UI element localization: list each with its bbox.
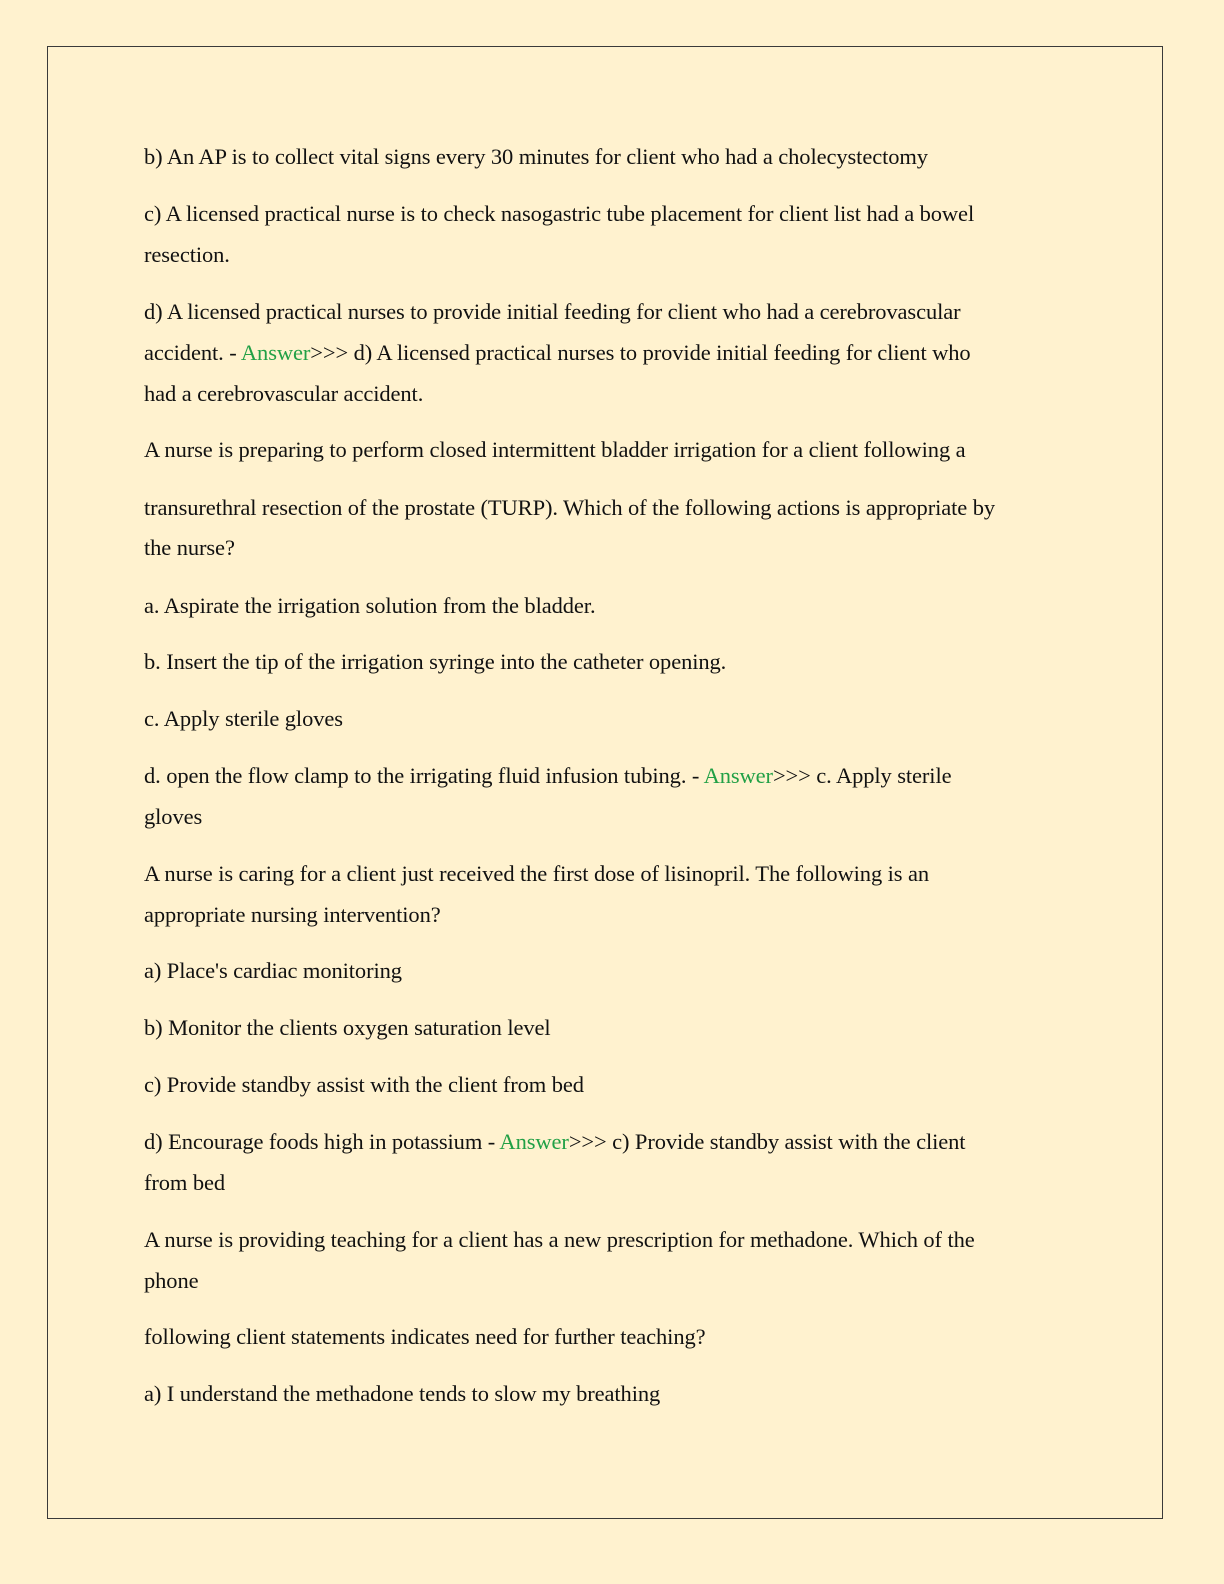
option-text: a. Aspirate the irrigation solution from the bladder. — [144, 593, 596, 618]
text-line: had a cerebrovascular accident. — [144, 381, 424, 406]
option-text: b) Monitor the clients oxygen saturation level — [144, 1015, 551, 1040]
text-line: b) An AP is to collect vital signs every 30 minutes for client who had a cholecystectomy — [144, 144, 928, 169]
question-text: phone — [144, 1268, 199, 1293]
text-line: gloves — [144, 804, 203, 829]
option-text: a) Place's cardiac monitoring — [144, 958, 402, 983]
question-text: appropriate nursing intervention? — [144, 902, 441, 927]
text-line: d) A licensed practical nurses to provide initial feeding for client who had a cerebrovascular — [144, 299, 961, 324]
answer-label: Answer — [240, 340, 311, 365]
option-text: a) I understand the methadone tends to slow my breathing — [144, 1381, 661, 1406]
text-line: from bed — [144, 1170, 226, 1195]
text-segment: >>> c) Provide standby assist with the client — [568, 1129, 966, 1154]
question-text: transurethral resection of the prostate (TURP). Which of the following actions is appropriate by — [144, 495, 995, 520]
text-segment: >>> d) A licensed practical nurses to provide initial feeding for client who — [310, 340, 971, 365]
option-text: c) Provide standby assist with the client from bed — [144, 1072, 584, 1097]
text-segment: accident. - — [144, 340, 241, 365]
text-line — [144, 340, 971, 366]
question-text: A nurse is preparing to perform closed intermittent bladder irrigation for a client following a — [144, 437, 966, 462]
text-segment: d) Encourage foods high in potassium - — [144, 1129, 500, 1154]
question-text: following client statements indicates need for further teaching? — [144, 1324, 706, 1349]
text-line: c) A licensed practical nurse is to check nasogastric tube placement for client list had a bowel — [144, 201, 975, 226]
question-text: the nurse? — [144, 535, 235, 560]
question-text: A nurse is caring for a client just received the first dose of lisinopril. The following is an — [144, 861, 930, 886]
option-text: b. Insert the tip of the irrigation syringe into the catheter opening. — [144, 649, 727, 674]
option-text — [144, 763, 952, 789]
answer-label: Answer — [499, 1129, 569, 1154]
text-segment: >>> c. Apply sterile — [772, 763, 952, 788]
text-segment: d. open the flow clamp to the irrigating fluid infusion tubing. - — [144, 763, 704, 788]
option-text — [144, 1129, 965, 1155]
text-line: resection. — [144, 242, 230, 267]
answer-label: Answer — [703, 763, 773, 788]
option-text: c. Apply sterile gloves — [144, 706, 343, 731]
question-text: A nurse is providing teaching for a client has a new prescription for methadone. Which of the — [144, 1227, 975, 1252]
